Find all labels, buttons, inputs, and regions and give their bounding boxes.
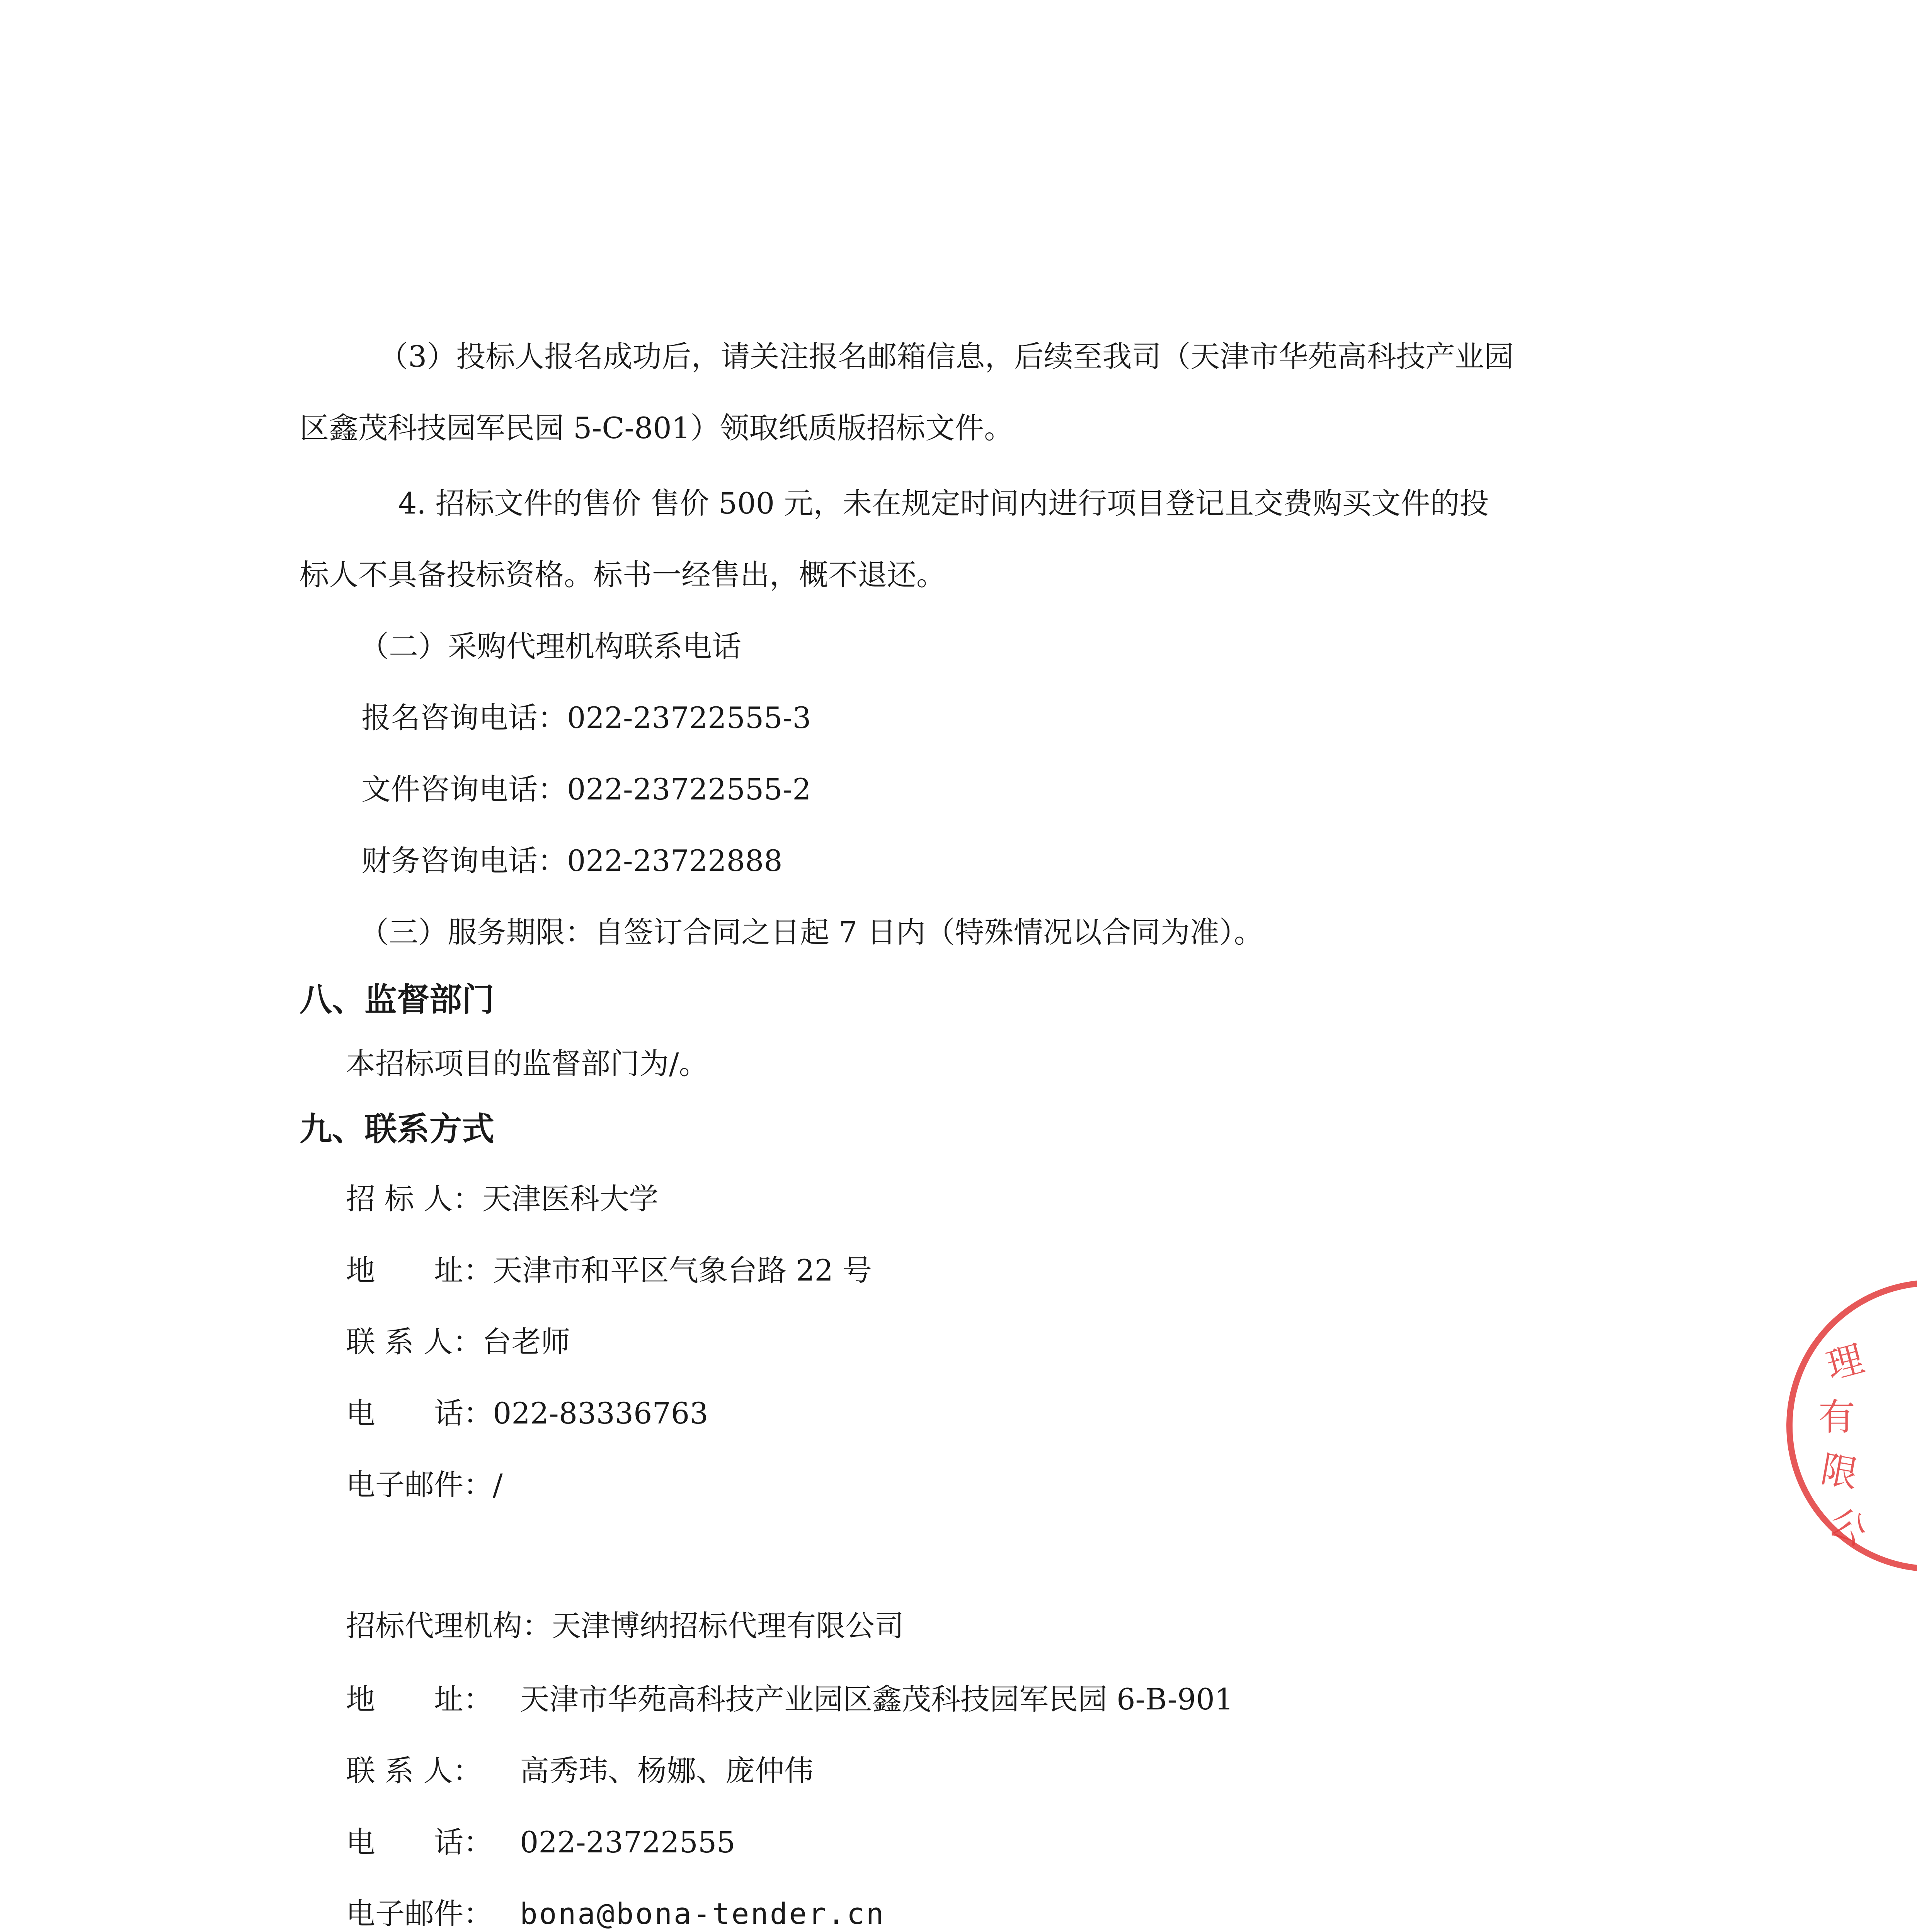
- agency-contact-label: 联 系 人：: [346, 1753, 482, 1788]
- svg-text:有: 有: [1818, 1396, 1856, 1439]
- section-8-text: 本招标项目的监督部门为/。: [346, 1046, 708, 1081]
- tenderer-phone: 022-83336763: [493, 1396, 708, 1430]
- agency-phone-label: 电 话：: [346, 1825, 493, 1859]
- tenderer-phone-label: 电 话：: [346, 1396, 493, 1430]
- agency-name-label: 招标代理机构：: [346, 1609, 552, 1643]
- para-4-line-2: 标人不具备投标资格。标书一经售出，概不退还。: [300, 558, 946, 592]
- agency-contact: 高秀玮、杨娜、庞仲伟: [520, 1753, 814, 1788]
- tenderer-address-row: [346, 1253, 872, 1287]
- tenderer-address-label: 地 址：: [346, 1253, 493, 1287]
- registration-phone: 报名咨询电话：022-23722555-3: [361, 701, 811, 735]
- agency-email-row: [346, 1896, 885, 1931]
- section-8-title: 八、监督部门: [300, 981, 495, 1019]
- tenderer-email-label: 电子邮件：: [346, 1468, 493, 1502]
- agency-contact-row: [346, 1753, 814, 1788]
- svg-text:公: 公: [1822, 1500, 1874, 1554]
- agency-phones-heading: （二）采购代理机构联系电话: [359, 629, 741, 663]
- tenderer-email: /: [493, 1468, 503, 1502]
- agency-phone-row: [346, 1825, 735, 1859]
- tenderer-address: 天津市和平区气象台路 22 号: [493, 1253, 872, 1287]
- tenderer-name-row: [346, 1184, 658, 1214]
- para-3-line-1: （3）投标人报名成功后，请关注报名邮箱信息，后续至我司（天津市华苑高科技产业园: [379, 339, 1514, 374]
- section-9-title: 九、联系方式: [300, 1110, 495, 1148]
- agency-address-label: 地 址：: [346, 1682, 493, 1716]
- agency-email-label: 电子邮件：: [346, 1896, 493, 1931]
- svg-text:理: 理: [1822, 1337, 1869, 1388]
- agency-phone: 022-23722555: [520, 1825, 735, 1859]
- agency-address-row: [346, 1682, 1234, 1716]
- service-period: （三）服务期限：自签订合同之日起 7 日内（特殊情况以合同为准）。: [359, 915, 1263, 949]
- partial-seal-stamp: [1786, 1267, 1917, 1584]
- tenderer-phone-row: [346, 1396, 708, 1430]
- document-phone: 文件咨询电话：022-23722555-2: [361, 772, 811, 806]
- para-4-line-1: 4. 招标文件的售价 售价 500 元，未在规定时间内进行项目登记且交费购买文件的投: [398, 486, 1489, 520]
- tenderer-contact: 台老师: [482, 1325, 570, 1359]
- tenderer-contact-label: 联 系 人：: [346, 1325, 482, 1359]
- tenderer-email-row: [346, 1470, 503, 1500]
- tenderer-name-label: 招 标 人：: [346, 1182, 482, 1216]
- finance-phone: 财务咨询电话：022-23722888: [361, 844, 783, 878]
- agency-name-row: [346, 1611, 904, 1641]
- svg-text:限: 限: [1818, 1448, 1861, 1496]
- agency-name: 天津博纳招标代理有限公司: [552, 1609, 904, 1643]
- tenderer-contact-row: [346, 1327, 570, 1357]
- agency-address: 天津市华苑高科技产业园区鑫茂科技园军民园 6-B-901: [520, 1682, 1234, 1716]
- agency-email: bona@bona-tender.cn: [520, 1896, 885, 1931]
- para-3-line-2: 区鑫茂科技园军民园 5-C-801）领取纸质版招标文件。: [300, 411, 1014, 445]
- tenderer-name: 天津医科大学: [482, 1182, 659, 1216]
